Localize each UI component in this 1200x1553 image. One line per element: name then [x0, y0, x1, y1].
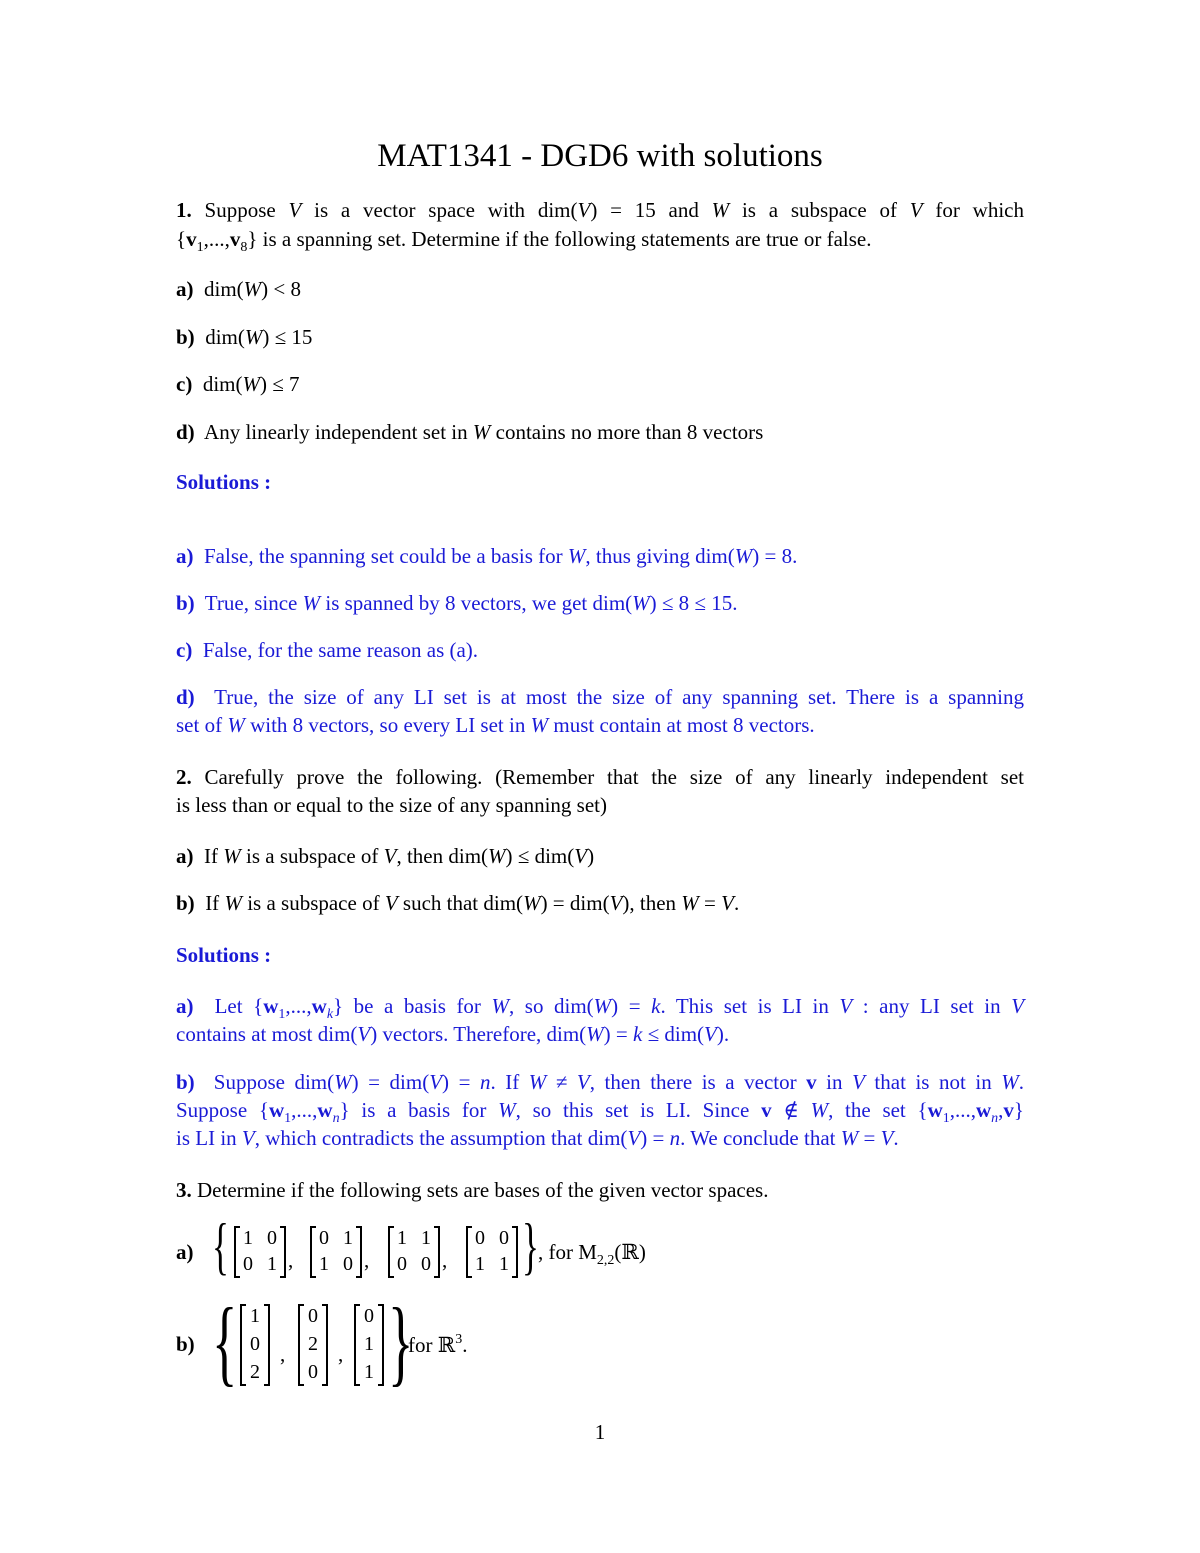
solutions-1-heading: Solutions :: [176, 470, 272, 494]
q1-b: b) dim(W) ≤ 15: [176, 325, 313, 349]
s1-a: a) False, the spanning set could be a basis for W, thus giving dim(W) = 8.: [176, 544, 798, 568]
q2-a: a) If W is a subspace of V, then dim(W) ≤ dim(V): [176, 844, 595, 868]
q3-number: 3.: [176, 1178, 192, 1202]
q3-b-label: b): [176, 1332, 195, 1356]
vector-1: 1 0 2: [240, 1304, 270, 1386]
left-brace: {: [212, 1288, 238, 1395]
vector-2: 0 2 0: [298, 1304, 328, 1386]
page-title: MAT1341 - DGD6 with solutions: [377, 138, 823, 174]
q1-c: c) dim(W) ≤ 7: [176, 372, 300, 396]
s1-d2: set of W with 8 vectors, so every LI set in W must contain at most 8 vectors.: [176, 713, 815, 737]
s2-b3: is LI in V, which contradicts the assumption that dim(V) = n. We conclude that W = V.: [176, 1126, 899, 1150]
matrix-2: 0 1 1 0: [310, 1226, 362, 1278]
q1-a: a) dim(W) < 8: [176, 277, 302, 301]
s2-b2: Suppose $\{w_1,...,w_n\}$ is a basis for W, so this set is LI. Since v ∉ W, the set $\{w_1,...,w_n,v\}$: [176, 1098, 1025, 1126]
matrix-1: 1 0 0 1: [234, 1226, 286, 1278]
right-brace: }: [522, 1210, 539, 1281]
q3-a-space: , for $M_{2,2}(ℝ)$: [538, 1240, 646, 1268]
matrix-3: 1 1 0 0: [388, 1226, 440, 1278]
q3-a-label: a): [176, 1240, 194, 1264]
right-brace: }: [388, 1288, 414, 1395]
q1-line1: 1. Suppose V is a vector space with dim(V) = 15 and W is a subspace of V for which: [176, 198, 1024, 222]
q2-b: b) If W is a subspace of V such that dim(W) = dim(V), then W = V.: [176, 891, 740, 915]
page-number: 1: [594, 1420, 606, 1444]
q3-b-row: b) { 1 0 2 , 0 2 0 , 0 1 1 } for ℝ$^3$.: [176, 1288, 468, 1395]
q3-line1: 3. Determine if the following sets are bases of the given vector spaces.: [176, 1178, 769, 1202]
q1-number: 1.: [176, 198, 192, 222]
q2-number: 2.: [176, 765, 192, 789]
q2-line1: 2. Carefully prove the following. (Remember that the size of any linearly independent set: [176, 765, 1024, 789]
vector-3: 0 1 1: [354, 1304, 384, 1386]
s1-c: c) False, for the same reason as (a).: [176, 638, 479, 662]
s1-b: b) True, since W is spanned by 8 vectors, we get dim(W) ≤ 8 ≤ 15.: [176, 591, 738, 615]
s2-a1: a) Let $\{w_1,...,w_k\}$ be a basis for W, so dim(W) = k. This set is LI in V : any LI set in V: [176, 994, 1025, 1022]
s2-a2: contains at most dim(V) vectors. Therefore, dim(W) = k ≤ dim(V).: [176, 1022, 730, 1046]
q3-b-space: for ℝ$^3$.: [408, 1332, 468, 1357]
matrix-4: 0 0 1 1: [466, 1226, 518, 1278]
left-brace: {: [212, 1210, 229, 1281]
q2-line2: is less than or equal to the size of any spanning set): [176, 793, 607, 817]
q1-d: d) Any linearly independent set in W contains no more than 8 vectors: [176, 420, 764, 444]
q1-line2: $\{v_1,...,v_8\}$ is a spanning set. Determine if the following statements are true or false.: [176, 227, 872, 255]
q3-a-row: a) { 1 0 0 1 , 0 1 1 0 , 1 1 0 0 , 0 0 1 1 } , for $M_{2,2}(ℝ)$: [176, 1210, 646, 1281]
solutions-2-heading: Solutions :: [176, 943, 272, 967]
s1-d1: d) True, the size of any LI set is at most the size of any spanning set. There is a spanning: [176, 685, 1024, 709]
s2-b1: b) Suppose dim(W) = dim(V) = n. If W ≠ V, then there is a vector v in V that is not in W.: [176, 1070, 1024, 1094]
